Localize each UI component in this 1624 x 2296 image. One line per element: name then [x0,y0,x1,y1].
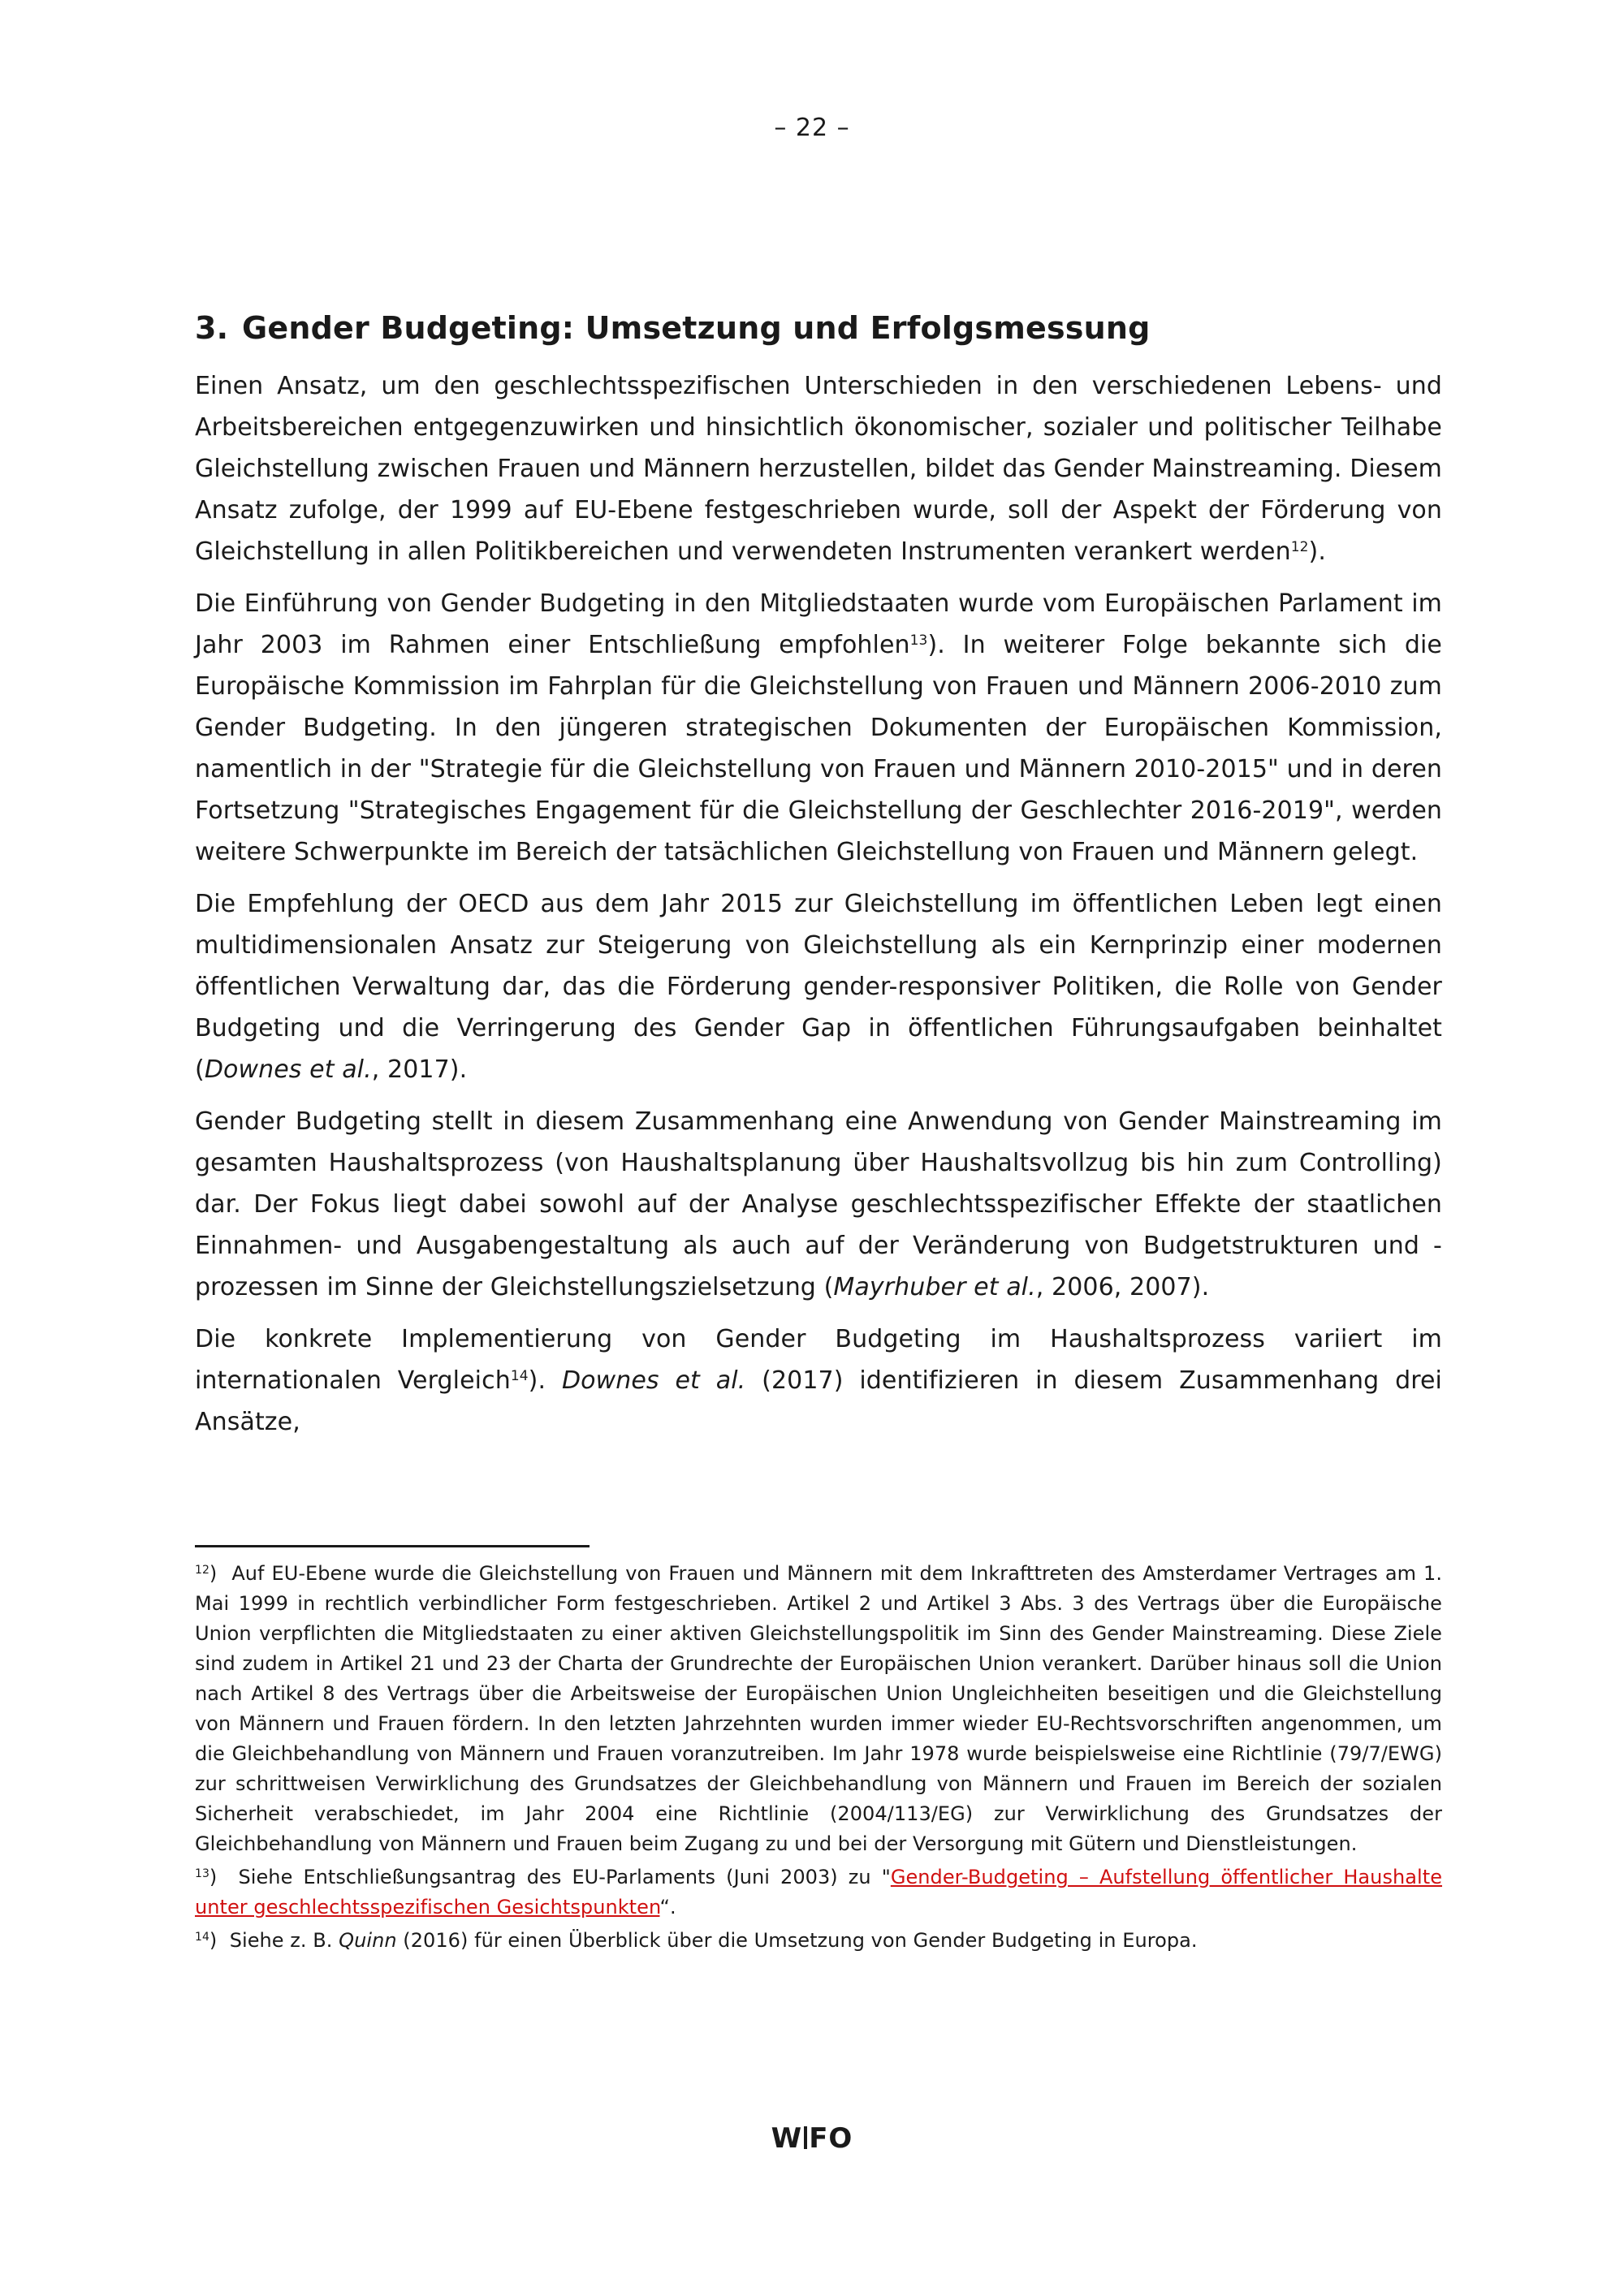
section-number: 3. [195,310,229,346]
footnote-marker-close: ) [209,1929,218,1952]
footnote-13 [195,1862,1442,1923]
footnote-marker: 13 [195,1867,209,1880]
paragraph-3 [195,883,1442,1090]
footnote-text: Auf EU-Ebene wurde die Gleichstellung von Frauen und Männern mit dem Inkrafttreten des Amsterdamer Vertrages am 1. Mai 1999 in rechtlich verbindlicher Form festgeschrieben. Artikel 2 und Artikel 3 Abs. 3 des Vertrags über die Europäische Union verpflichten die Mitgliedstaaten zu einer aktiven Gleichstellungspolitik im Sinn des Gender Mainstreaming. Diese Ziele sind zudem in Artikel 21 und 23 der Charta der Grundrechte der Europäischen Union verankert. Darüber hinaus soll die Union nach Artikel 8 des Vertrags über die Arbeitsweise der Europäischen Union Ungleichheiten beseitigen und die Gleichstellung von Männern und Frauen fördern. In den letzten Jahrzehnten wurden immer wieder EU-Rechtsvorschriften angenommen, um die Gleichbehandlung von Männern und Frauen voranzutreiben. Im Jahr 1978 wurde beispielsweise eine Richtlinie (79/7/EWG) zur schrittweisen Verwirklichung des Grundsatzes der Gleichbehandlung von Männern und Frauen im Bereich der sozialen Sicherheit verabschiedet, im Jahr 2004 eine Richtlinie (2004/113/EG) zur Verwirklichung des Grundsatzes der Gleichbehandlung von Männern und Frauen beim Zugang zu und bei der Versorgung mit Gütern und Dienstleistungen. [195,1562,1442,1855]
footnote-14 [195,1926,1442,1956]
citation: Mayrhuber et al. [833,1273,1036,1301]
footnote-ref-12[interactable]: 12 [1290,539,1309,555]
resolution-link[interactable]: Gender-Budgeting – Aufstellung öffentlicher Haushalte unter geschlechtsspezifischen Gesichtspunkten [195,1866,1443,1918]
footnote-divider [195,1545,590,1547]
paragraph-mid: ). [528,1366,562,1395]
footnote-marker: 14 [195,1931,209,1944]
footnote-marker: 12 [195,1564,209,1577]
logo-left: W [771,2122,803,2155]
paragraph-2 [195,583,1442,873]
paragraph-5 [195,1318,1442,1443]
paragraph-tail: ). [1308,537,1326,566]
footnote-marker-close: ) [209,1866,218,1888]
footnote-12 [195,1559,1442,1859]
wifo-logo [0,2122,1624,2155]
paragraph-1 [195,365,1442,572]
footnote-ref-13[interactable]: 13 [909,632,928,649]
paragraph-4 [195,1101,1442,1308]
paragraph-text: Einen Ansatz, um den geschlechtsspezifischen Unterschieden in den verschiedenen Lebens- und Arbeitsbereichen entgegenzuwirken und hinsichtlich ökonomischer, sozialer und politischer Teilhabe Gleichstellung zwischen Frauen und Männern herzustellen, bildet das Gender Mainstreaming. Diesem Ansatz zufolge, der 1999 auf EU-Ebene festgeschrieben wurde, soll der Aspekt der Förderung von Gleichstellung in allen Politikbereichen und verwendeten Instrumenten verankert werden [195,372,1442,566]
paragraph-text: Gender Budgeting stellt in diesem Zusammenhang eine Anwendung von Gender Mainstreaming im gesamten Haushaltsprozess (von Haushaltsplanung über Haushaltsvollzug bis hin zum Controlling) dar. Der Fokus liegt dabei sowohl auf der Analyse geschlechtsspezifischer Effekte der staatlichen Einnahmen- und Ausgabengestaltung als auch auf der Veränderung von Budgetstrukturen und -prozessen im Sinne der Gleichstellungszielsetzung ( [195,1107,1442,1301]
paragraph-tail: , 2006, 2007). [1035,1273,1210,1301]
citation: Downes et al. [561,1366,746,1395]
footnote-ref-14[interactable]: 14 [510,1368,529,1384]
section-title: Gender Budgeting: Umsetzung und Erfolgsmessung [242,310,1151,346]
main-content [195,310,1442,1453]
paragraph-tail: , 2017). [371,1055,468,1084]
section-heading [195,310,1442,346]
logo-bar [804,2126,807,2149]
citation: Downes et al. [204,1055,372,1084]
footnote-tail: “. [659,1896,676,1918]
paragraph-tail: ). In weiterer Folge bekannte sich die Europäische Kommission im Fahrplan für die Gleichstellung von Frauen und Männern 2006-2010 zum Gender Budgeting. In den jüngeren strategischen Dokumenten der Europäischen Kommission, namentlich in der "Strategie für die Gleichstellung von Frauen und Männern 2010-2015" und in deren Fortsetzung "Strategisches Engagement für die Gleichstellung der Geschlechter 2016-2019", werden weitere Schwerpunkte im Bereich der tatsächlichen Gleichstellung von Frauen und Männern gelegt. [195,631,1442,866]
citation: Quinn [339,1929,397,1952]
paragraph-text: Die Empfehlung der OECD aus dem Jahr 2015 zur Gleichstellung im öffentlichen Leben legt einen multidimensionalen Ansatz zur Steigerung von Gleichstellung als ein Kernprinzip einer modernen öffentlichen Verwaltung dar, das die Förderung gender-responsiver Politiken, die Rolle von Gender Budgeting und die Verringerung des Gender Gap in öffentlichen Führungsaufgaben beinhaltet ( [195,890,1442,1084]
footnote-pre: Siehe z. B. [229,1929,339,1952]
paragraph-tail: (2017) identifizieren in diesem Zusammenhang drei Ansätze, [195,1366,1442,1436]
footnote-text: (2016) für einen Überblick über die Umsetzung von Gender Budgeting in Europa. [396,1929,1198,1952]
logo-right: FO [809,2122,853,2155]
paragraph-text: Die Einführung von Gender Budgeting in den Mitgliedstaaten wurde vom Europäischen Parlament im Jahr 2003 im Rahmen einer Entschließung empfohlen [195,589,1442,659]
page-number: – 22 – [774,114,850,142]
footnote-marker-close: ) [209,1562,218,1585]
footnote-text: Siehe Entschließungsantrag des EU-Parlaments (Juni 2003) zu " [238,1866,891,1888]
footnotes [195,1559,1442,1959]
paragraph-text: Die konkrete Implementierung von Gender Budgeting im Haushaltsprozess variiert im internationalen Vergleich [195,1325,1442,1395]
